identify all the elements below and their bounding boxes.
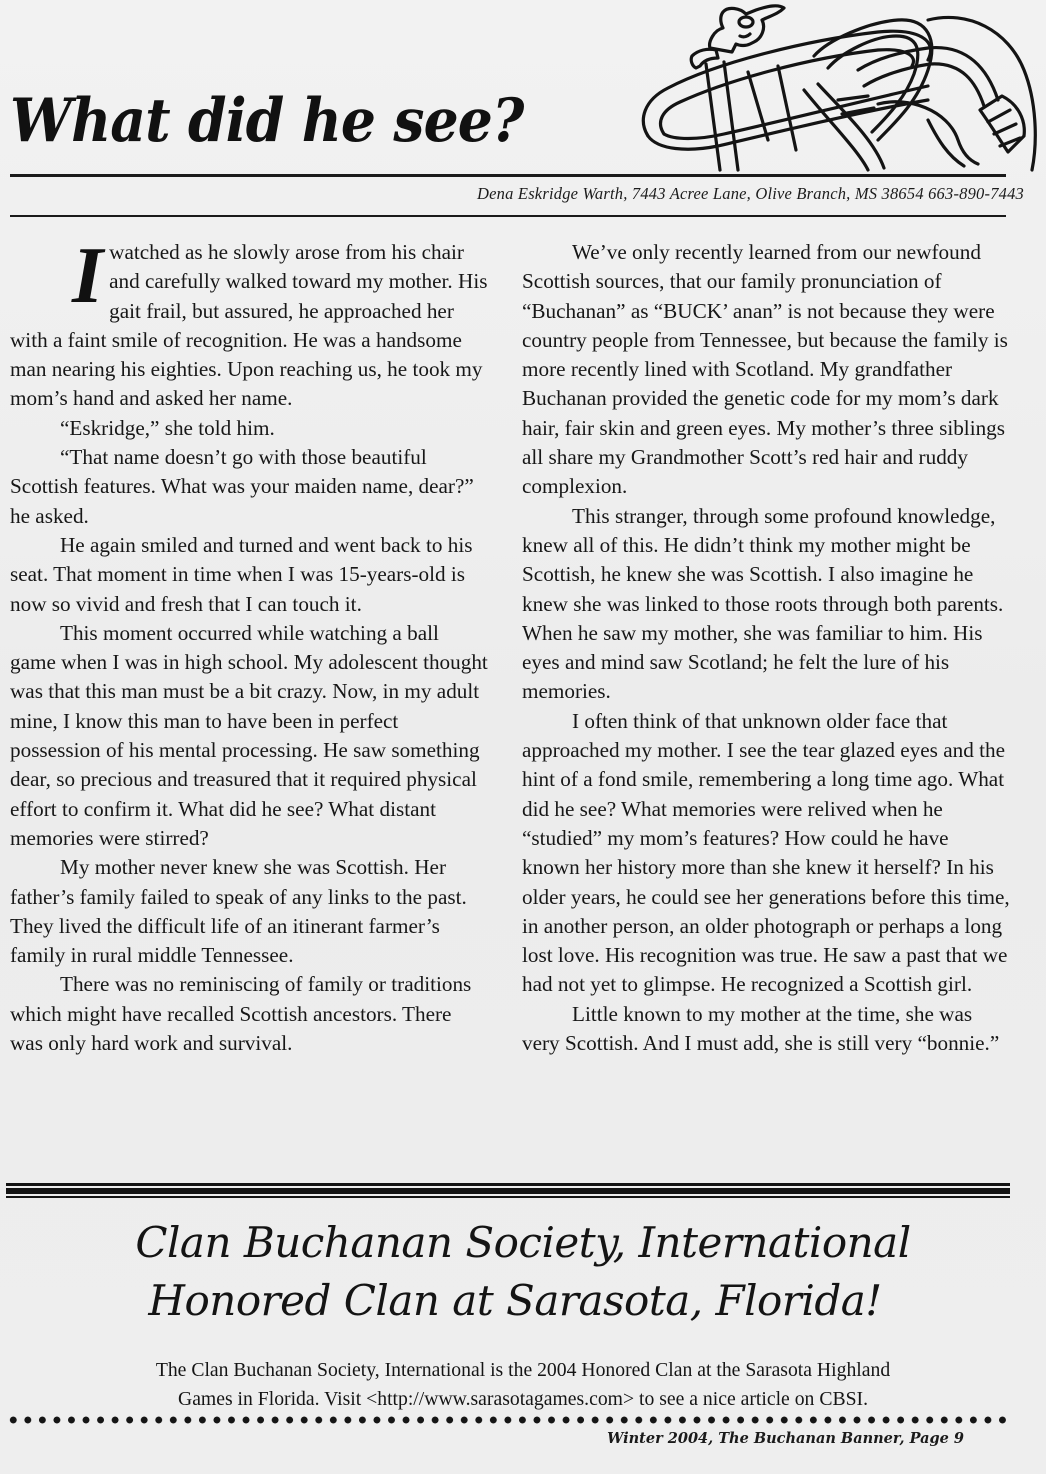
announcement-headline-line1: Clan Buchanan Society, International [135,1218,911,1267]
author-byline: Dena Eskridge Warth, 7443 Acree Lane, Olive Branch, MS 38654 663-890-7443 [477,184,1024,203]
article-paragraph: “That name doesn’t go with those beautiful Scottish features. What was your maiden name, dear?” he asked. [10,445,474,528]
header-rule-top [10,174,1006,177]
announcement-headline-line2: Honored Clan at Sarasota, Florida! [148,1276,882,1325]
section-divider [6,1183,1010,1186]
article-title: What did he see? [10,86,524,156]
article-paragraph: I often think of that unknown older face that approached my mother. I see the tear glazed eyes and the hint of a fond smile, remembering a long time ago. What did he see? What memories were relived when he “studied” my mom’s features? How could he have known her history more than she knew it herself? In his older years, he could see her generations before this time, in another person, an older photograph or perhaps a long lost love. His recognition was true. He saw a past that we had not yet to glimpse. He recognized a Scottish girl. [522,708,1010,997]
drop-cap: I [72,232,104,320]
article-paragraph: He again smiled and turned and went back to his seat. That moment in time when I was 15-years-old is now so vivid and fresh that I can touch it. [10,532,473,616]
header-rule-bottom [10,215,1006,217]
article-paragraph: My mother never knew she was Scottish. Her father’s family failed to speak of any links to the past. They lived the difficult life of an itinerant farmer’s family in rural middle Tennessee. [10,855,467,968]
article-paragraph: We’ve only recently learned from our newfound Scottish sources, that our family pronunciation of “Buchanan” as “BUCK’ anan” is not because they were country people from Tennessee, but because the family is more recently lined with Scotland. My grandfather Buchanan provided the genetic code for my mom’s dark hair, fair skin and green eyes. My mother’s three siblings all share my Grandmother Scott’s red hair and ruddy complexion. [522,240,1008,499]
announcement-body [50,1356,997,1414]
page-footer: Winter 2004, The Buchanan Banner, Page 9 [607,1430,964,1447]
article-column-left [10,232,488,1058]
article-column-right [522,238,1010,1058]
article-paragraph: This moment occurred while watching a ball game when I was in high school. My adolescent thought was that this man must be a bit crazy. Now, in my adult mine, I know this man to have been in perfect possession of his mental processing. He saw something dear, so precious and treasured that it required physical effort to confirm it. What did he see? What distant memories were stirred? [10,620,488,850]
announcement-body-line: The Clan Buchanan Society, International is the 2004 Honored Clan at the Sarasota Highland [155,1359,891,1381]
article-paragraph [10,232,488,414]
dotted-divider [6,1414,1012,1426]
paragraph-text: watched as he slowly arose from his chair and carefully walked toward my mother. His gait frail, but assured, he approached her with a faint smile of recognition. He was a handsome man nearing his eighties. Upon reaching us, he took my mom’s hand and asked her name. [10,240,488,411]
announcement-body-line: Games in Florida. Visit <http://www.sarasotagames.com> to see a nice article on CBSI. [177,1388,869,1410]
section-divider [6,1188,1010,1194]
article-paragraph: This stranger, through some profound knowledge, knew all of this. He didn’t think my mother might be Scottish, he knew she was Scottish. I also imagine he knew she was linked to those roots through both parents. When he saw my mother, she was familiar to him. His eyes and mind saw Scotland; he felt the lure of his memories. [522,503,1004,704]
section-divider [6,1196,1010,1198]
article-paragraph: “Eskridge,” she told him. [60,415,275,440]
article-paragraph: Little known to my mother at the time, she was very Scottish. And I must add, she is still very “bonnie.” [522,1001,1000,1056]
celtic-knot-beast-icon [628,0,1046,172]
article-paragraph: There was no reminiscing of family or traditions which might have recalled Scottish ancestors. There was only hard work and survival. [10,972,472,1056]
